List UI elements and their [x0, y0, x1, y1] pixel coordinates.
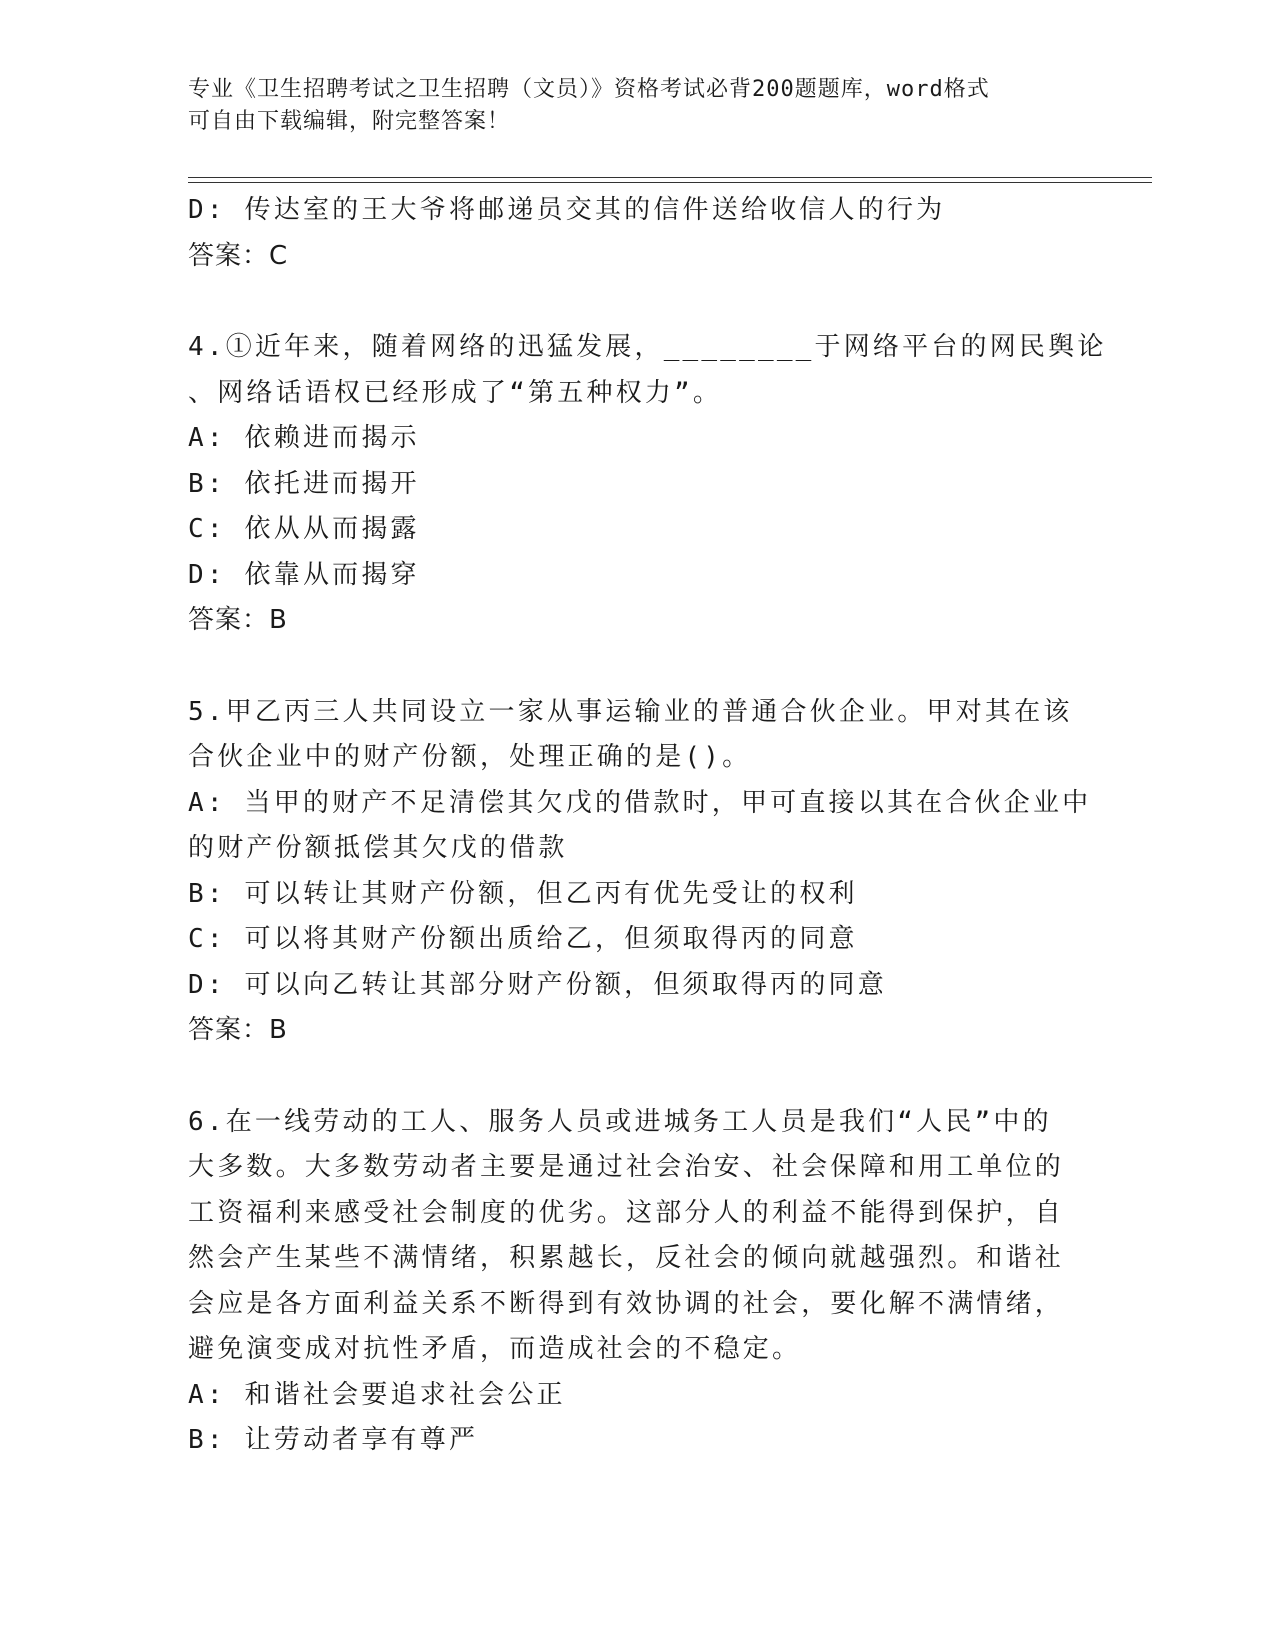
answer-line: 答案：B [188, 1015, 288, 1045]
option-a: A: 当甲的财产不足清偿其欠戊的借款时，甲可直接以其在合伙企业中 [188, 787, 1092, 818]
spacer [188, 1054, 1068, 1100]
option-b: B: 依托进而揭开 [188, 468, 420, 499]
question-4 [188, 325, 1107, 644]
answer-line: 答案：C [188, 240, 289, 271]
option-d: D: 依靠从而揭穿 [188, 559, 420, 590]
question-5 [188, 690, 1092, 1054]
option-b: B: 可以转让其财产份额，但乙丙有优先受让的权利 [188, 878, 858, 909]
question-stem-line: 6.在一线劳动的工人、服务人员或进城务工人员是我们“人民”中的 [188, 1106, 1052, 1137]
spacer [188, 279, 1068, 325]
option-d: D: 传达室的王大爷将邮递员交其的信件送给收信人的行为 [188, 195, 946, 225]
document-body [188, 188, 1107, 1464]
option-c: C: 依从从而揭露 [188, 514, 420, 544]
option-d: D: 可以向乙转让其部分财产份额，但须取得丙的同意 [188, 969, 887, 1000]
question-stem-line: 然会产生某些不满情绪，积累越长，反社会的倾向就越强烈。和谐社 [188, 1243, 1065, 1273]
question-stem-line: 、网络话语权已经形成了“第五种权力”。 [188, 377, 723, 408]
question-stem-line: 大多数。大多数劳动者主要是通过社会治安、社会保障和用工单位的 [188, 1152, 1065, 1182]
question-stem-line: 避免演变成对抗性矛盾，而造成社会的不稳定。 [188, 1334, 802, 1364]
question-6 [188, 1100, 1068, 1464]
header-line-2: 可自由下载编辑，附完整答案！ [188, 109, 511, 134]
option-a: A: 和谐社会要追求社会公正 [188, 1379, 566, 1410]
answer-line: 答案：B [188, 605, 288, 635]
previous-question-tail [188, 188, 1068, 279]
header-line-1: 专业《卫生招聘考试之卫生招聘（文员）》资格考试必背200题题库，word格式 [188, 77, 990, 102]
question-stem-line: 合伙企业中的财产份额，处理正确的是()。 [188, 742, 752, 772]
question-stem-line: 会应是各方面利益关系不断得到有效协调的社会，要化解不满情绪， [188, 1288, 1065, 1319]
spacer [188, 644, 1068, 690]
header-divider-top [188, 177, 1152, 178]
question-stem-line: 4.①近年来，随着网络的迅猛发展，________于网络平台的网民舆论 [188, 332, 1107, 362]
document-header [188, 74, 1068, 138]
option-a: A: 依赖进而揭示 [188, 423, 420, 453]
option-c: C: 可以将其财产份额出质给乙，但须取得丙的同意 [188, 924, 858, 954]
header-divider-bottom [188, 182, 1152, 183]
question-stem-line: 工资福利来感受社会制度的优劣。这部分人的利益不能得到保护，自 [188, 1197, 1065, 1228]
option-a-continued: 的财产份额抵偿其欠戊的借款 [188, 833, 568, 863]
question-stem-line: 5.甲乙丙三人共同设立一家从事运输业的普通合伙企业。甲对其在该 [188, 696, 1073, 727]
option-b: B: 让劳动者享有尊严 [188, 1425, 479, 1455]
